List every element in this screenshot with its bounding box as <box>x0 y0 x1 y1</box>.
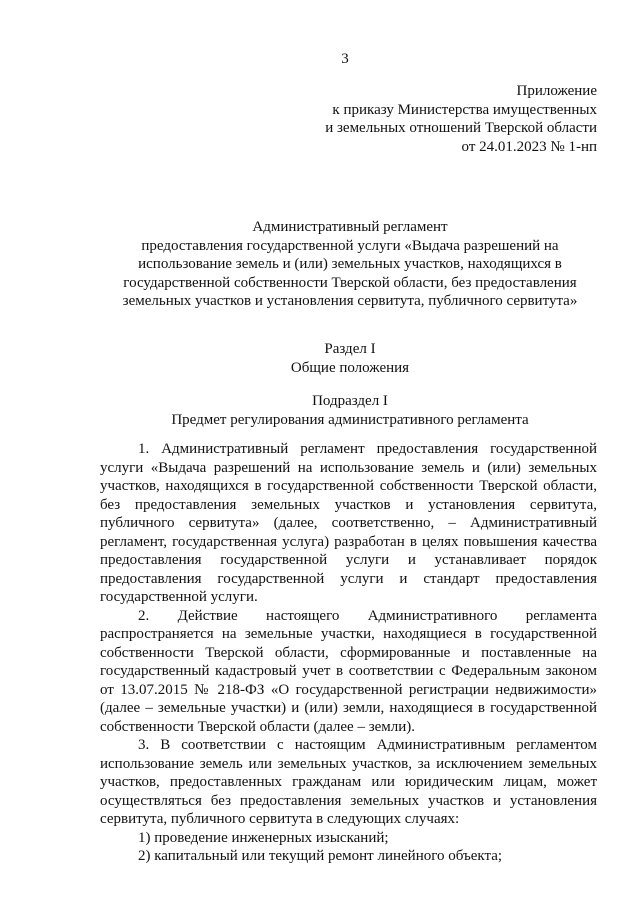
list-item: 2) капитальный или текущий ремонт линейного объекта; <box>138 848 503 864</box>
subsection-heading <box>100 392 600 429</box>
title-line: предоставления государственной услуги «Выдача разрешений на <box>141 237 559 254</box>
title-line: использование земель и (или) земельных участков, находящихся в <box>138 256 562 272</box>
subsection-name: Предмет регулирования административного регламента <box>171 411 529 428</box>
appendix-line: от 24.01.2023 № 1-нп <box>461 138 597 155</box>
title-line: Административный регламент <box>252 219 448 235</box>
paragraph-3: 3. В соответствии с настоящим Административным регламентом использование земель или земельных участков, за исключением земельных участков, предоставленных гражданам или юридическим лицам, может осуществляться без предоставления земельных участков и установления сервитута, публичного сервитута в следующих случаях: <box>100 737 597 827</box>
title-line: государственной собственности Тверской области, без предоставления <box>123 274 577 291</box>
section-label: Раздел I <box>324 341 376 357</box>
appendix-header <box>325 82 597 156</box>
page-number: 3 <box>341 51 349 67</box>
section-heading <box>100 340 600 377</box>
appendix-line: и земельных отношений Тверской области <box>325 120 597 136</box>
document-body <box>100 440 597 866</box>
section-name: Общие положения <box>290 359 410 376</box>
paragraph-1: 1. Административный регламент предоставления государственной услуги «Выдача разрешений на использование земель и (или) земельных участков, находящихся в государственной собственности Тверской области, без предоставления земельных участков и установления сервитута, публичного сервитута» (далее, соответственно, – Административный регламент, государственная услуга) разработан в целях повышения качества предоставления государственной услуги и устанавливает порядок предоставления государственной услуги и стандарт предоставления государственной услуги. <box>100 441 597 605</box>
document-title <box>100 218 600 311</box>
appendix-line: Приложение <box>516 83 597 99</box>
paragraph-2: 2. Действие настоящего Административного регламента распространяется на земельные участки, находящиеся в государственной собственности Тверской области, сформированные и поставленные на государственный кадастровый учет в соответствии с Федеральным законом от 13.07.2015 № 218-ФЗ «О государственной регистрации недвижимости» (далее – земельные участки) и (или) земли, находящиеся в государственной собственности Тверской области (далее – земли). <box>100 607 597 735</box>
title-line: земельных участков и установления сервитута, публичного сервитута» <box>122 293 578 309</box>
appendix-line: к приказу Министерства имущественных <box>332 101 597 118</box>
list-item: 1) проведение инженерных изысканий; <box>138 829 389 846</box>
subsection-label: Подраздел I <box>312 393 388 409</box>
